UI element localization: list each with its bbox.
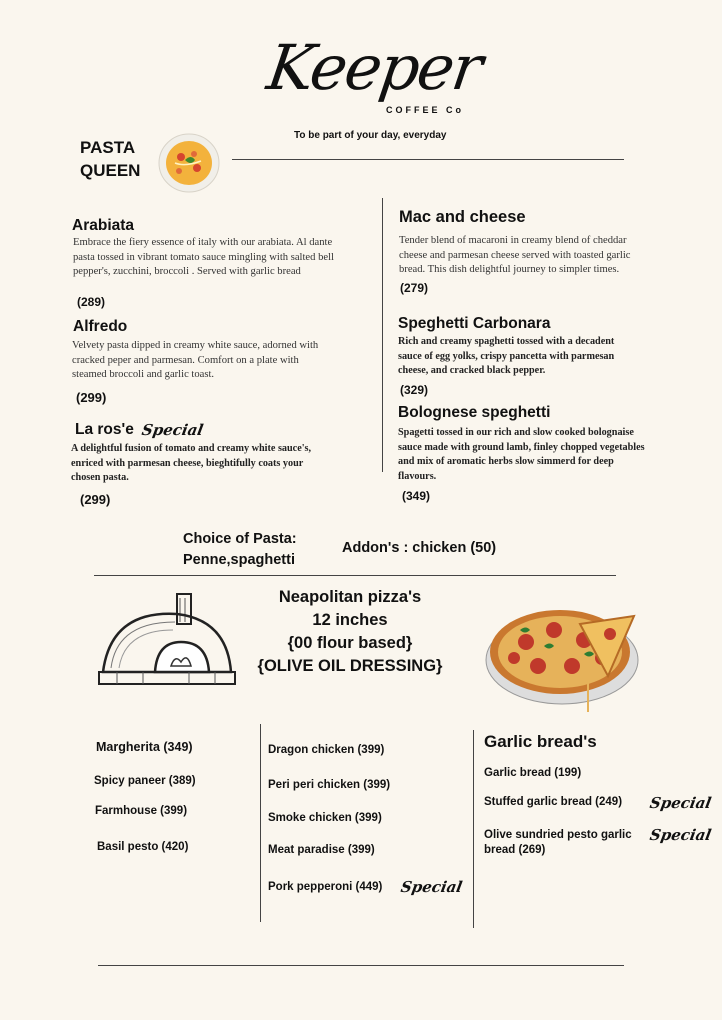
pizza-item-1: Margherita (349) <box>96 740 193 754</box>
pizza-item-2: Spicy paneer (389) <box>94 775 196 787</box>
pasta-choice-line2: Penne,spaghetti <box>183 552 295 568</box>
pasta-addons: Addon's : chicken (50) <box>342 540 497 556</box>
pizza-top-divider <box>94 575 616 576</box>
pasta-column-divider <box>382 198 383 472</box>
pasta-choice-line1: Choice of Pasta: <box>183 531 297 547</box>
dish-price-larose: (299) <box>80 492 111 507</box>
garlic-item-1: Garlic bread (199) <box>484 767 582 779</box>
pizza-item-4: Basil pesto (420) <box>97 841 189 853</box>
pizza-title-line4: {OLIVE OIL DRESSING} <box>257 657 443 675</box>
dish-price-alfredo: (299) <box>76 390 107 405</box>
garlic-item-3-line1: Olive sundried pesto garlic <box>484 829 632 841</box>
brand-subtitle: COFFEE Co <box>386 105 464 115</box>
dish-price-carbonara: (329) <box>400 383 429 397</box>
brand-logo <box>262 30 486 110</box>
pizza-column-divider-1 <box>260 724 261 922</box>
pizza-title-line1: Neapolitan pizza's <box>278 588 422 606</box>
special-label-pepperoni: Special <box>399 878 464 896</box>
pasta-title-line2: QUEEN <box>80 161 141 180</box>
special-label-olive: Special <box>648 826 713 844</box>
dish-desc-arabiata: Embrace the fiery essence of italy with our arabiata. Al dante pasta tossed in vibrant tomato sauce mingling with salted bell pepper's, zucchini, broccoli . Served with garlic bread <box>73 237 334 278</box>
dish-desc-larose: A delightful fusion of tomato and creamy white sauce's, enriced with parmesan cheese, bieghtifully coats your chosen pasta. <box>71 443 312 484</box>
garlic-item-3-line2: bread (269) <box>484 844 546 856</box>
dish-desc-alfredo: Velvety pasta dipped in creamy white sauce, adorned with cracked peper and parmesan. Comfort on a plate with steamed broccoli and garlic toast. <box>72 340 319 381</box>
bottom-divider <box>98 965 624 966</box>
garlic-section-title: Garlic bread's <box>484 732 597 751</box>
pizza-item-8: Meat paradise (399) <box>268 844 375 856</box>
dish-desc-mac-cheese: Tender blend of macaroni in creamy blend of cheddar cheese and parmesan cheese served with toasted garlic bread. This dish delightful journey to simpler times. <box>399 235 631 276</box>
pizza-item-3: Farmhouse (399) <box>95 805 188 817</box>
pasta-title-line1: PASTA <box>80 138 136 157</box>
brand-name: Keeper <box>262 31 486 104</box>
dish-price-mac-cheese: (279) <box>400 281 429 295</box>
special-label-stuffed: Special <box>648 794 713 812</box>
pasta-choice <box>183 529 297 571</box>
pizza-oven-icon <box>97 592 237 690</box>
garlic-item-2: Stuffed garlic bread (249) <box>484 796 623 808</box>
special-label-larose: Special <box>140 421 205 439</box>
dish-name-arabiata: Arabiata <box>72 217 135 234</box>
pizza-item-6: Peri peri chicken (399) <box>268 779 391 791</box>
dish-price-bolognese: (349) <box>402 489 431 503</box>
pizza-item-9: Pork pepperoni (449) <box>268 881 383 893</box>
dish-name-carbonara: Speghetti Carbonara <box>398 315 551 332</box>
pizza-icon <box>484 594 644 714</box>
dish-name-mac-cheese: Mac and cheese <box>399 208 526 226</box>
dish-desc-bolognese: Spagetti tossed in our rich and slow cooked bolognaise sauce made with ground lamb, finley chopped vegetables and mix of aromatic herbs slow simmerd for deep flavours. <box>398 427 645 482</box>
pasta-bowl-icon <box>157 132 221 194</box>
pizza-item-7: Smoke chicken (399) <box>268 812 382 824</box>
pasta-section-title <box>80 136 140 182</box>
pizza-item-5: Dragon chicken (399) <box>268 744 385 756</box>
pizza-title-line3: {00 flour based} <box>287 634 413 652</box>
dish-name-larose: La ros'e <box>75 421 134 438</box>
dish-name-bolognese: Bolognese speghetti <box>398 404 551 421</box>
dish-price-arabiata: (289) <box>77 295 106 309</box>
pizza-column-divider-2 <box>473 730 474 928</box>
pizza-title-line2: 12 inches <box>312 611 388 629</box>
dish-name-alfredo: Alfredo <box>73 318 128 335</box>
dish-desc-carbonara: Rich and creamy spaghetti tossed with a decadent sauce of egg yolks, crispy pancetta with parmesan cheese, and cracked black pepper. <box>398 336 615 377</box>
tagline: To be part of your day, everyday <box>294 130 447 141</box>
pasta-header-divider <box>232 159 624 160</box>
garlic-item-3 <box>484 828 632 858</box>
pizza-section-title <box>240 586 460 678</box>
